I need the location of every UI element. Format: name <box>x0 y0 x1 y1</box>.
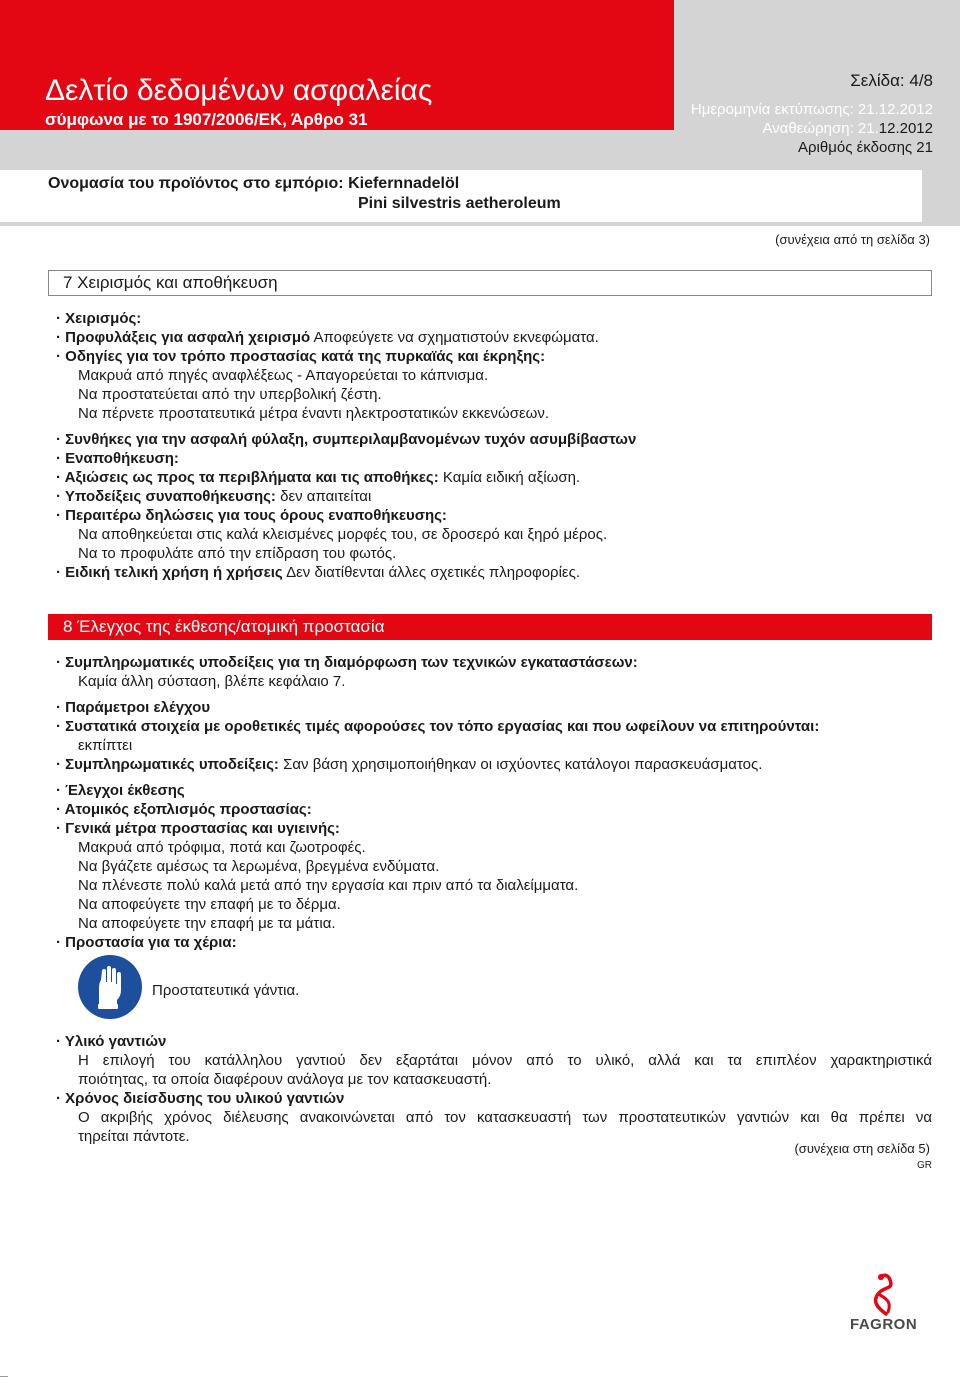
safe-handling-text: Αποφεύγετε να σχηματιστούν εκνεφώματα. <box>310 329 599 346</box>
storage-requirements <box>56 469 580 487</box>
technical-facilities-text: Καμία άλλη σύσταση, βλέπε κεφάλαιο 7. <box>78 673 346 690</box>
glove-material-heading: · Υλικό γαντιών <box>56 1033 167 1050</box>
fire-protection-heading: · Οδηγίες για τον τρόπο προστασίας κατά της πυρκαϊάς και έκρηξης: <box>56 348 546 365</box>
hygiene-line: Να αποφεύγετε την επαφή με το δέρμα. <box>78 896 341 913</box>
supplementary-notes <box>56 756 762 774</box>
joint-storage-label: · Υποδείξεις συναποθήκευσης: <box>56 488 276 505</box>
limit-values-text: εκπίπτει <box>78 737 133 754</box>
revision-part-2: 12.2012 <box>878 120 933 137</box>
continued-from: (συνέχεια από τη σελίδα 3) <box>775 232 930 247</box>
revision-part-1: Αναθεώρηση: 21. <box>762 120 879 137</box>
fagron-logo-text: FAGRON <box>850 1316 918 1333</box>
section-7-title: 7 Χειρισμός και αποθήκευση <box>63 273 278 292</box>
further-storage-line: Να το προφυλάτε από την επίδραση του φωτός. <box>78 545 397 562</box>
glove-material-line: ποιότητας, τα οποία διαφέρουν ανάλογα με τον κατασκευαστή. <box>78 1071 492 1088</box>
document-subtitle: σύμφωνα με το 1907/2006/ΕΚ, Άρθρο 31 <box>45 110 368 129</box>
control-parameters-heading: · Παράμετροι ελέγχου <box>56 699 211 716</box>
exposure-controls-heading: · Έλεγχοι έκθεσης <box>56 782 185 799</box>
section-8-title: 8 Έλεγχος της έκθεσης/ατομική προστασία <box>63 617 385 636</box>
page-number: Σελίδα: 4/8 <box>850 71 933 90</box>
version-number: Αριθμός έκδοσης 21 <box>798 139 933 156</box>
penetration-time-heading: · Χρόνος διείσδυσης του υλικού γαντιών <box>56 1090 345 1107</box>
further-storage-heading: · Περαιτέρω δηλώσεις για τους όρους εναποθήκευσης: <box>56 507 447 524</box>
hygiene-line: Να αποφεύγετε την επαφή με τα μάτια. <box>78 915 336 932</box>
glove-material-line: Η επιλογή του κατάλληλου γαντιού δεν εξαρτάται μόνον από το υλικό, αλλά και τα επιπλέον χαρακτηριστικά <box>78 1052 932 1069</box>
storage-requirements-text: Καμία ειδική αξίωση. <box>438 469 581 486</box>
supplementary-notes-label: · Συμπληρωματικές υποδείξεις: <box>56 756 279 773</box>
hand-protection-heading: · Προστασία για τα χέρια: <box>56 934 237 951</box>
page-corner-mark <box>0 1376 8 1377</box>
safe-handling <box>56 329 599 347</box>
print-date: Ημερομηνία εκτύπωσης: 21.12.2012 <box>690 101 933 118</box>
storage-heading: · Εναποθήκευση: <box>56 450 179 467</box>
fire-line: Να πέρνετε προστατευτικά μέτρα έναντι ηλεκτροστατικών εκκενώσεων. <box>78 405 550 422</box>
fire-line: Μακρυά από πηγές αναφλέξεως - Απαγορεύεται το κάπνισμα. <box>78 367 489 384</box>
product-name-label: Ονομασία του προϊόντος στο εμπόριο: Kiefernnadelöl <box>48 175 460 192</box>
safe-handling-label: · Προφυλάξεις για ασφαλή χειρισμό <box>56 329 311 346</box>
hygiene-line: Να πλένεστε πολύ καλά μετά από την εργασία και πριν από τα διαλείμματα. <box>78 877 579 894</box>
joint-storage <box>56 488 371 506</box>
hygiene-line: Μακρυά από τρόφιμα, ποτά και ζωοτροφές. <box>78 839 366 856</box>
handling-heading: · Χειρισμός: <box>56 310 142 327</box>
technical-facilities-heading: · Συμπληρωματικές υποδείξεις για τη διαμόρφωση των τεχνικών εγκαταστάσεων: <box>56 654 638 671</box>
hygiene-line: Να βγάζετε αμέσως τα λερωμένα, βρεγμένα ενδύματα. <box>78 858 440 875</box>
revision-date <box>573 120 933 137</box>
section-8-header <box>48 614 932 640</box>
storage-conditions-heading: · Συνθήκες για την ασφαλή φύλαξη, συμπεριλαμβανομένων τυχόν ασυμβίβαστων <box>56 431 637 448</box>
specific-end-use-text: Δεν διατίθενται άλλες σχετικές πληροφορίες. <box>282 564 580 581</box>
continued-on: (συνέχεια στη σελίδα 5) <box>794 1141 930 1156</box>
gloves-caption: Προστατευτικά γάντια. <box>152 982 300 999</box>
penetration-time-line: Ο ακριβής χρόνος διέλευσης ανακοινώνεται από τον κατασκευαστή των προστατευτικών γαντιών και θα πρέπει να <box>78 1109 932 1126</box>
specific-end-use-label: · Ειδική τελική χρήση ή χρήσεις <box>56 564 283 581</box>
product-name-latin: Pini silvestris aetheroleum <box>358 195 561 212</box>
supplementary-notes-text: Σαν βάση χρησιμοποιήθηκαν οι ισχύοντες κατάλογοι παρασκευάσματος. <box>278 756 763 773</box>
language-code: GR <box>917 1160 932 1171</box>
document-title: Δελτίο δεδομένων ασφαλείας <box>45 74 433 107</box>
joint-storage-text: δεν απαιτείται <box>275 488 372 505</box>
specific-end-use <box>56 564 580 582</box>
fire-line: Να προστατεύεται από την υπερβολική ζέστη. <box>78 386 382 403</box>
storage-requirements-label: · Αξιώσεις ως προς τα περιβλήματα και τις αποθήκες: <box>56 469 439 486</box>
hygiene-heading: · Γενικά μέτρα προστασίας και υγιεινής: <box>56 820 340 837</box>
ppe-heading: · Ατομικός εξοπλισμός προστασίας: <box>56 801 312 818</box>
gloves-icon <box>77 954 143 1020</box>
penetration-time-line: τηρείται πάντοτε. <box>78 1128 190 1145</box>
section-7-header <box>48 270 932 296</box>
further-storage-line: Να αποθηκεύεται στις καλά κλεισμένες μορφές του, σε δροσερό και ξηρό μέρος. <box>78 526 608 543</box>
limit-values-heading: · Συστατικά στοιχεία με οροθετικές τιμές αφορούσες τον τόπο εργασίας και που ωφείλουν να επιτηρούνται: <box>56 718 820 735</box>
